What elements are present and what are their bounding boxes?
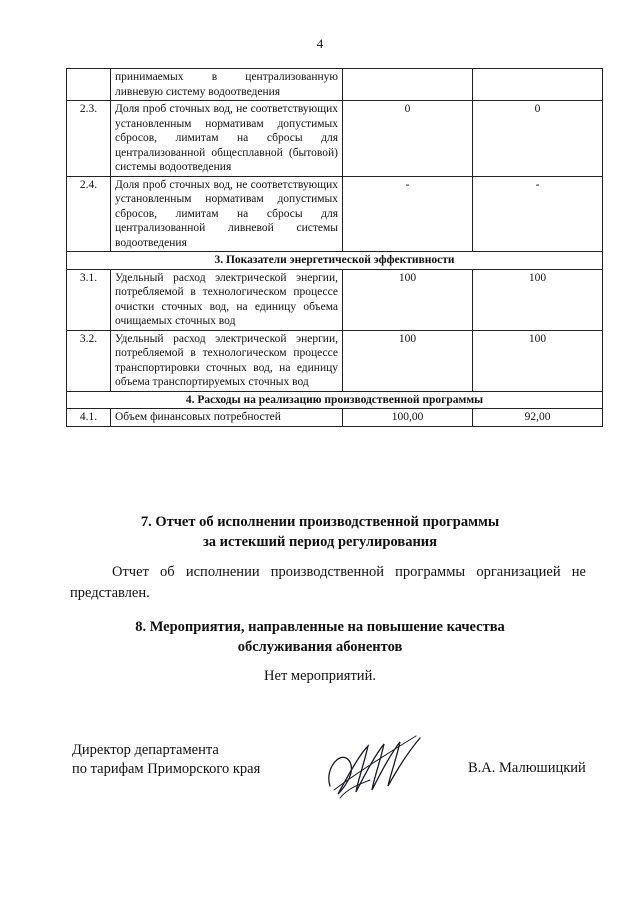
indicator-name: Доля проб сточных вод, не соответствующих установленным нормативам допустимых сбросов, лимитам на сбросы для централизованной ливневой системы водоотведения (111, 176, 343, 252)
value-plan: - (343, 176, 473, 252)
table-section-row (67, 391, 603, 409)
value-fact: 0 (473, 101, 603, 177)
section7-title (0, 512, 640, 552)
value-plan (343, 69, 473, 101)
table-section-row (67, 252, 603, 270)
section8-title-line2: обслуживания абонентов (237, 639, 403, 655)
value-fact: 100 (473, 269, 603, 330)
section7-text-content: Отчет об исполнении производственной программы организацией не представлен. (70, 564, 586, 601)
signatory-name: В.А. Малюшицкий (468, 760, 586, 776)
section8-text: Нет мероприятий. (264, 668, 376, 684)
page-number: 4 (316, 36, 324, 51)
value-fact (473, 69, 603, 101)
table-body (67, 69, 603, 427)
value-plan: 0 (343, 101, 473, 177)
row-number: 3.1. (67, 269, 111, 330)
row-number: 3.2. (67, 330, 111, 391)
handwritten-signature (320, 728, 430, 808)
signatory-position (72, 741, 260, 779)
indicator-name: принимаемых в централизованную ливневую систему водоотведения (111, 69, 343, 101)
row-number (67, 69, 111, 101)
value-fact: 92,00 (473, 409, 603, 427)
value-plan: 100 (343, 330, 473, 391)
section7-title-line2: за истекший период регулирования (202, 534, 438, 550)
indicator-name: Удельный расход электрической энергии, потребляемой в технологическом процессе транспортировки сточных вод, на единицу объема транспортируемых сточных вод (111, 330, 343, 391)
table-row (67, 409, 603, 427)
indicator-name: Удельный расход электрической энергии, потребляемой в технологическом процессе очистки сточных вод, на единицу объема очищаемых сточных вод (111, 269, 343, 330)
section8-title (0, 617, 640, 657)
indicator-name: Доля проб сточных вод, не соответствующих установленным нормативам допустимых сбросов, лимитам на сбросы для централизованной общесплавной (бытовой) системы водоотведения (111, 101, 343, 177)
table-row (67, 69, 603, 101)
indicator-name: Объем финансовых потребностей (111, 409, 343, 427)
value-fact: 100 (473, 330, 603, 391)
row-number: 2.3. (67, 101, 111, 177)
table-row (67, 330, 603, 391)
value-plan: 100 (343, 269, 473, 330)
table-row (67, 176, 603, 252)
value-fact: - (473, 176, 603, 252)
section7-text (70, 562, 586, 604)
table-row (67, 101, 603, 177)
section8-title-line1: 8. Мероприятия, направленные на повышение качества (135, 619, 505, 635)
section-title: 3. Показатели энергетической эффективности (67, 252, 603, 270)
value-plan: 100,00 (343, 409, 473, 427)
program-indicators-table (66, 68, 603, 427)
table-row (67, 269, 603, 330)
row-number: 4.1. (67, 409, 111, 427)
signatory-position-line1: Директор департамента (72, 742, 219, 758)
section-title: 4. Расходы на реализацию производственной программы (67, 391, 603, 409)
section7-title-line1: 7. Отчет об исполнении производственной программы (140, 514, 500, 530)
signatory-position-line2: по тарифам Приморского края (72, 761, 261, 777)
row-number: 2.4. (67, 176, 111, 252)
